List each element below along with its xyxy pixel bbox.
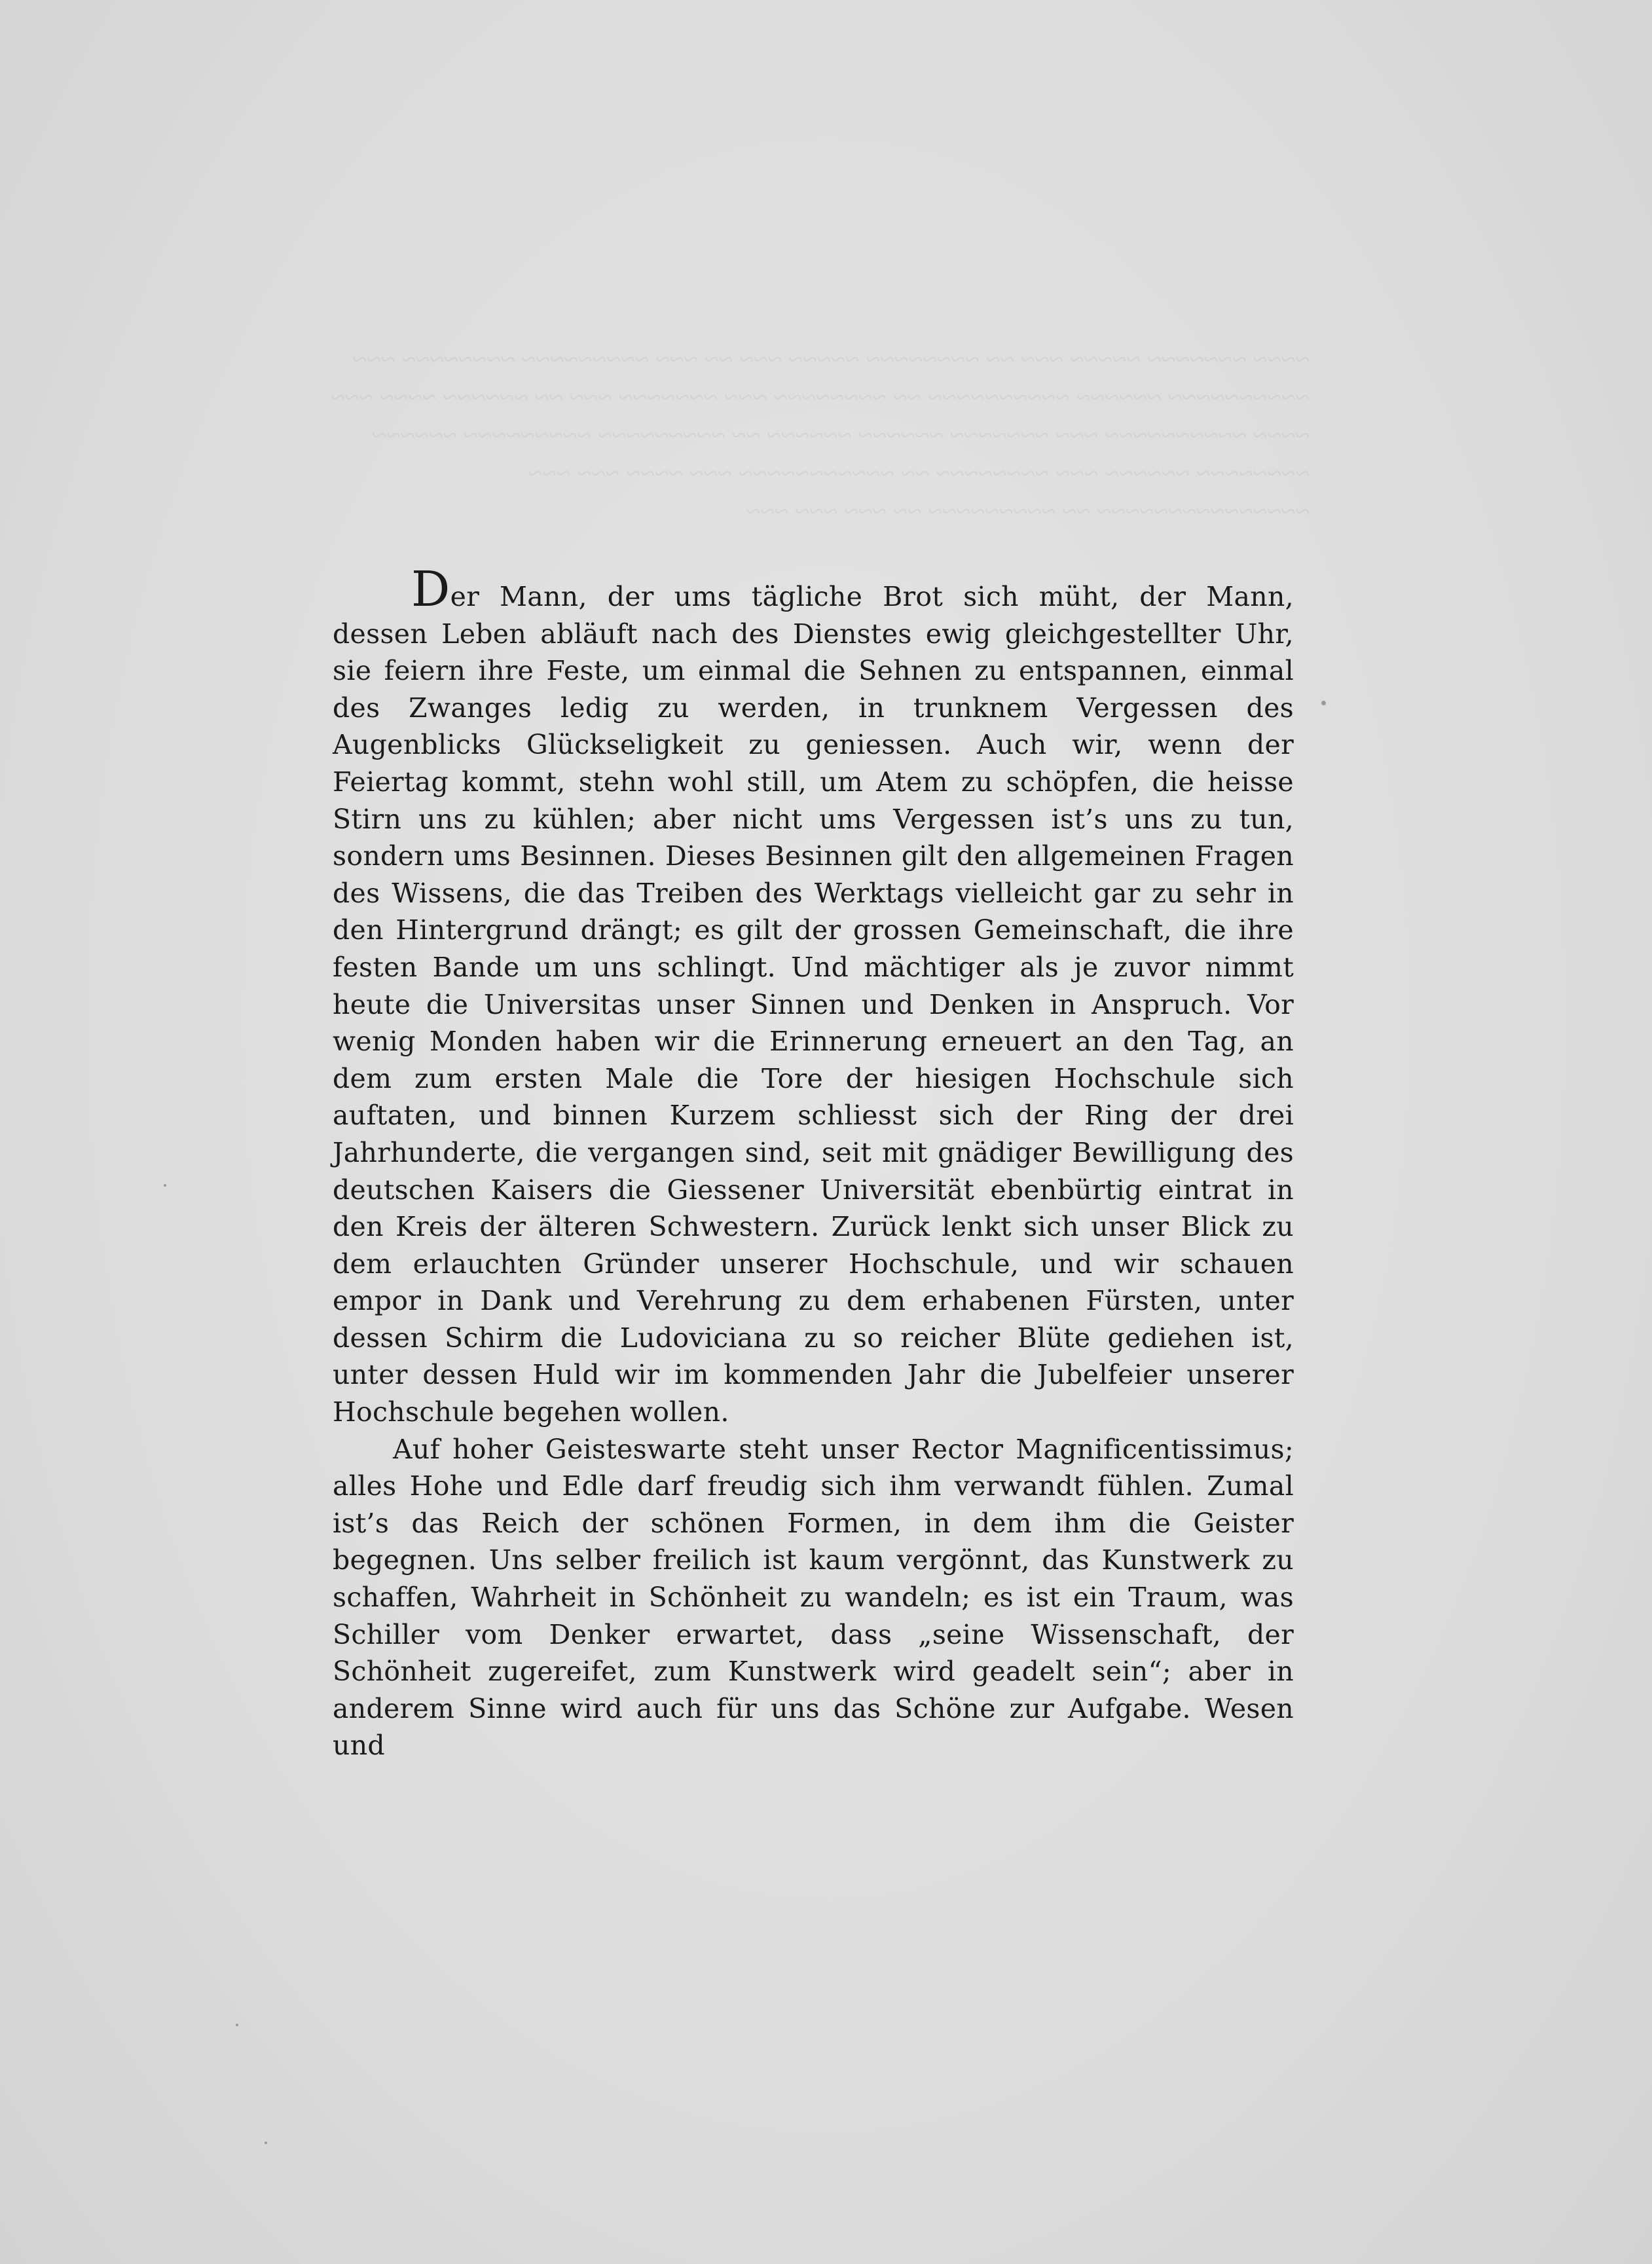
paper-speck xyxy=(236,2024,238,2026)
paper-speck xyxy=(1321,701,1326,705)
body-text xyxy=(333,561,1294,1764)
show-through-texture: ~~~~ ~~~~~~~ ~~~~~ ~~~ ~~ ~~~~~~~~ ~~~~~ ~~~ ~~ ~~~ ~~~~~~~~~ ~~~~~~~~ ~~~ ~~~~~~~~~~ ~~~~~~ ~~~~~~~~~~ ~~ ~~~~~~~~ ~~~ ~~~~~~~ ~~~ ~~ ~~~~~~ ~~~~ ~~~ ~~~~ ~~~~~~~~~~ ~~~ ~~~~~~~ ~~~~~~ ~~~~~~ ~~ ~~~~~~~~~ ~~~~~~~~~ ~~~~~~ ~~~~~~~~ ~~~~~~ ~~~ ~~~~~~~~ ~~ ~~~~~~~~~~~ ~~~ ~~~~ ~~~ ~~~ ~~~~~~~~~~~~~~~ ~~ ~~~~~~~~~ ~~ ~~~ ~~~ ~~~ xyxy=(324,344,1310,526)
paper-speck xyxy=(265,2142,267,2144)
paper-speck xyxy=(164,1184,166,1187)
paragraph-1: Der Mann, der ums tägliche Brot sich müht, der Mann, dessen Leben abläuft nach des Dienstes ewig gleichgestellter Uhr, sie feiern ihre Feste, um einmal die Sehnen zu entspannen, einmal des Zwanges ledig zu werden, in trunknem Vergessen des Augenblicks Glückseligkeit zu geniessen. Auch wir, wenn der Feiertag kommt, stehn wohl still, um Atem zu schöpfen, die heisse Stirn uns zu kühlen; aber nicht ums Vergessen ist’s uns zu tun, sondern ums Besinnen. Dieses Besinnen gilt den allgemeinen Fragen des Wissens, die das Treiben des Werktags vielleicht gar zu sehr in den Hintergrund drängt; es gilt der grossen Gemeinschaft, die ihre festen Bande um uns schlingt. Und mächtiger als je zuvor nimmt heute die Universitas unser Sinnen und Denken in Anspruch. Vor wenig Monden haben wir die Erinnerung erneuert an den Tag, an dem zum ersten Male die Tore der hiesigen Hochschule sich auftaten, und binnen Kurzem schliesst sich der Ring der drei Jahrhunderte, die vergangen sind, seit mit gnädiger Bewilligung des deutschen Kaisers die Giessener Universität ebenbürtig eintrat in den Kreis der älteren Schwestern. Zurück lenkt sich unser Blick zu dem erlauchten Gründer unserer Hochschule, und wir schauen empor in Dank und Verehrung zu dem erhabenen Fürsten, unter dessen Schirm die Ludoviciana zu so reicher Blüte gediehen ist, unter dessen Huld wir im kommenden Jahr die Jubelfeier unserer Hochschule begehen wollen. xyxy=(333,561,1294,1428)
paragraph-2: Auf hoher Geisteswarte steht unser Rector Magnificentissimus; alles Hohe und Edle darf freudig sich ihm verwandt fühlen. Zumal ist’s das Reich der schönen Formen, in dem ihm die Geister begegnen. Uns selber freilich ist kaum vergönnt, das Kunstwerk zu schaffen, Wahrheit in Schönheit zu wandeln; es ist ein Traum, was Schiller vom Denker erwartet, dass „seine Wissenschaft, der Schönheit zugereifet, zum Kunstwerk wird geadelt sein“; aber in anderem Sinne wird auch für uns das Schöne zur Aufgabe. Wesen und xyxy=(333,1433,1294,1762)
